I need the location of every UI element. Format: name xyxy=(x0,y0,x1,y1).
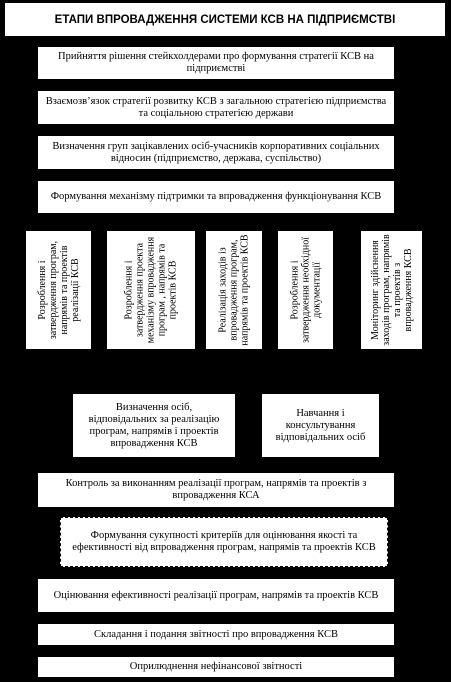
step-control: Контроль за виконанням реалізації програм, напрямів та проектів з впровадження КСА xyxy=(37,472,395,508)
vstep-monitoring-label: Моніторинг здійснення заходів програм, напрямів та проектів з впровадження КСВ xyxy=(369,234,414,346)
vstep-monitoring xyxy=(360,230,423,350)
step-stakeholder-decision: Прийняття рішення стейкхолдерами про формування стратегії КСВ на підприємстві xyxy=(37,46,395,80)
vstep-mechanism-project xyxy=(106,230,196,350)
vstep-programs-approval-label: Розроблення і затвердження програм, напрямів та проектів реалізації КСВ xyxy=(36,240,81,340)
vstep-documentation-label: Розроблення і затвердження необхідної документації xyxy=(289,236,322,344)
vstep-implementation-label: Реалізація заходів із впровадження програм, напрямів та проектів КСВ xyxy=(217,234,251,346)
vstep-documentation xyxy=(277,230,334,350)
diagram-title: ЕТАПИ ВПРОВАДЖЕННЯ СИСТЕМИ КСВ НА ПІДПРИЄМСТВІ xyxy=(4,2,446,37)
step-stakeholder-groups: Визначення груп зацікавлених осіб-учасників корпоративних соціальних відносин (підприємство, держава, суспільство) xyxy=(37,135,395,170)
step-publication: Оприлюднення нефінансової звітності xyxy=(37,656,395,678)
step-training: Навчання і консультування відповідальних осіб xyxy=(261,393,380,458)
vstep-programs-approval xyxy=(25,230,92,350)
vstep-implementation xyxy=(205,230,263,350)
step-responsible-persons: Визначення осіб, відповідальних за реалізацію програм, напрямів і проектів впровадження КСВ xyxy=(72,393,236,458)
vstep-mechanism-project-label: Розроблення і затвердження проекта механізму впровадження програм , напрямів та проектів КСВ xyxy=(123,236,179,344)
step-strategy-link: Взаємозв’язок стратегії розвитку КСВ з загальною стратегією підприємства та соціальною стратегією держави xyxy=(37,90,395,125)
step-efficiency-evaluation: Оцінювання ефективності реалізації програм, напрямів та проектів КСВ xyxy=(37,578,395,613)
step-criteria: Формування сукупності критеріїв для оцінювання якості та ефективності від впровадження програм, напрямів та проектів КСВ xyxy=(60,517,388,567)
step-reporting: Складання і подання звітності про впровадження КСВ xyxy=(37,623,395,646)
step-support-mechanism: Формування механізму підтримки та впровадження функціонування КСВ xyxy=(37,180,395,214)
